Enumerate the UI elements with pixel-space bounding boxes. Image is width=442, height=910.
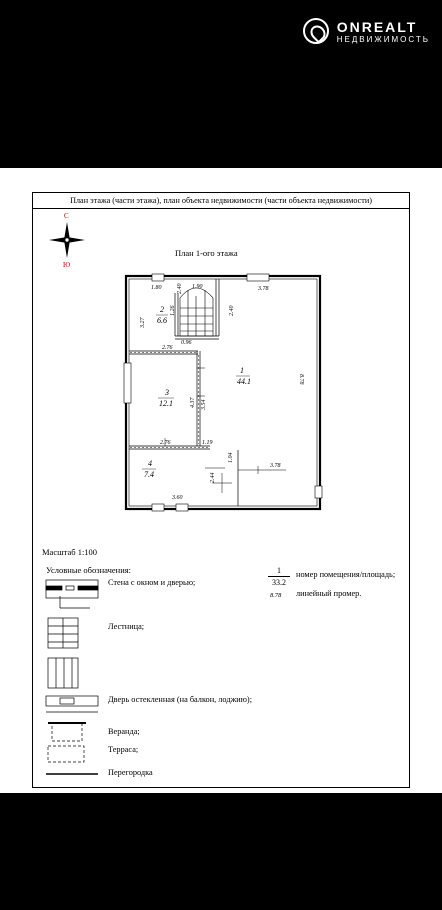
onrealt-logo-icon bbox=[303, 18, 329, 44]
legend-item-glazed-door: Дверь остекленная (на балкон, лоджию); bbox=[108, 695, 253, 704]
room-1-number: 1 bbox=[240, 366, 244, 375]
dim-12: 3.54 bbox=[201, 399, 207, 410]
dim-11: 4.37 bbox=[190, 397, 196, 408]
compass-north-label: С bbox=[64, 212, 69, 220]
legend-linear-value: 8.78 bbox=[270, 592, 282, 599]
dim-5: 3.27 bbox=[140, 317, 146, 328]
dim-1: 1.80 bbox=[151, 285, 162, 291]
watermark bbox=[303, 18, 430, 44]
room-3-number: 3 bbox=[165, 388, 169, 397]
plan-title: План 1-ого этажа bbox=[175, 248, 238, 258]
watermark-brand: ONREALT bbox=[336, 18, 418, 35]
dim-8: 0.96 bbox=[181, 340, 192, 346]
legend-item-veranda: Веранда; bbox=[108, 727, 140, 736]
room-4-area: 7.4 bbox=[144, 470, 154, 479]
compass-south-label: Ю bbox=[63, 261, 71, 269]
legend-room-number-example bbox=[268, 565, 290, 588]
dim-4: 3.78 bbox=[258, 286, 269, 292]
dim-9: 2.76 bbox=[162, 345, 173, 351]
legend-linear-desc: линейный промер. bbox=[296, 589, 362, 598]
legend-example-number: 1 bbox=[268, 565, 290, 577]
dim-14: 1.19 bbox=[202, 440, 213, 446]
legend-title: Условные обозначения: bbox=[46, 565, 132, 575]
dim-6: 1.26 bbox=[170, 305, 176, 316]
room-2-area: 6.6 bbox=[157, 316, 167, 325]
scale-label: Масштаб 1:100 bbox=[42, 547, 98, 557]
room-3-area: 12.1 bbox=[159, 399, 173, 408]
legend-item-stairs: Лестница; bbox=[108, 622, 145, 631]
dim-2: 2.40 bbox=[177, 283, 183, 294]
dim-13: 2.76 bbox=[160, 440, 171, 446]
legend-item-partition: Перегородка bbox=[108, 768, 153, 777]
dim-18: 3.60 bbox=[172, 495, 183, 501]
dim-16: 3.78 bbox=[270, 463, 281, 469]
dim-7: 2.40 bbox=[229, 305, 235, 316]
legend-item-wall: Стена с окном и дверью; bbox=[108, 578, 196, 587]
room-1-area: 44.1 bbox=[237, 377, 251, 386]
legend-item-terrace: Терраса; bbox=[108, 745, 139, 754]
legend-number-desc: номер помещения/площадь; bbox=[296, 570, 396, 579]
document-sheet bbox=[0, 168, 442, 793]
document-title: План этажа (части этажа), план объекта недвижимости (части объекта недвижимости) bbox=[32, 192, 410, 209]
dim-10: 8.78 bbox=[298, 374, 304, 385]
dim-15: 1.04 bbox=[228, 452, 234, 463]
watermark-sub: НЕДВИЖИМОСТЬ bbox=[336, 34, 430, 44]
legend-example-area: 33.2 bbox=[272, 578, 286, 587]
dim-17: 2.44 bbox=[210, 472, 216, 483]
room-2-number: 2 bbox=[160, 305, 164, 314]
room-4-number: 4 bbox=[148, 459, 152, 468]
dim-3: 1.90 bbox=[192, 284, 203, 290]
